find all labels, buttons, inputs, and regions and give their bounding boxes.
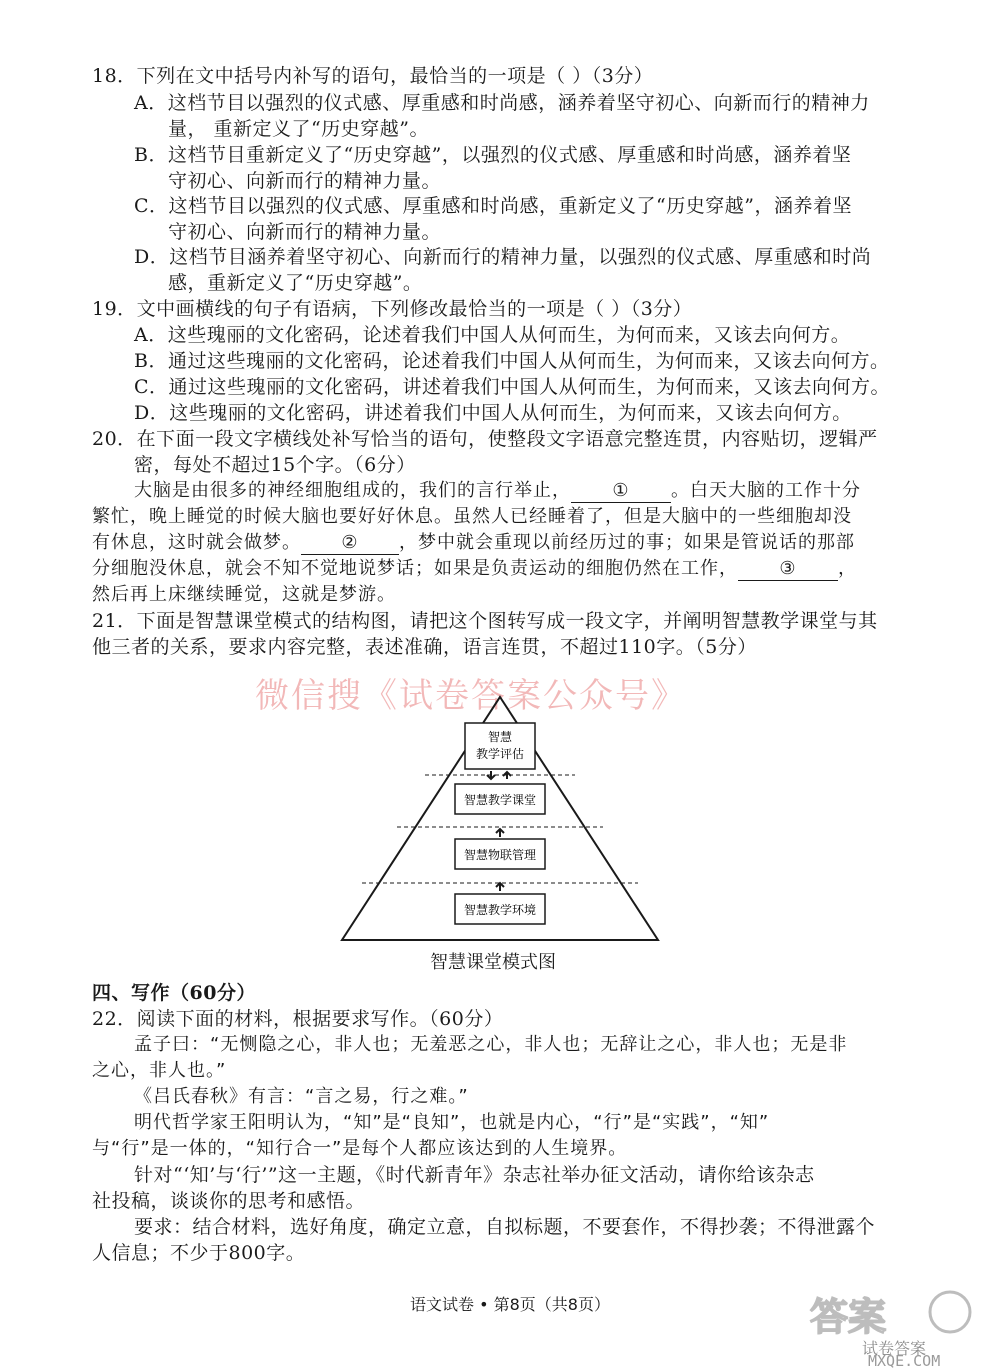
task-description-cont: 社投稿，谈谈你的思考和感悟。 xyxy=(92,1190,366,1212)
q19-option-b: B．通过这些瑰丽的文化密码，论述着我们中国人从何而生，为何而来，又该去向何方。 xyxy=(134,350,890,372)
q18-option-c-cont: 守初心、向新而行的精神力量。 xyxy=(168,221,442,243)
material-wang-yangming: 明代哲学家王阳明认为，“知”是“良知”，也就是内心，“行”是“实践”，“知” xyxy=(134,1112,770,1133)
task-description: 针对“‘知’与‘行’”这一主题，《时代新青年》杂志社举办征文活动，请你给该杂志 xyxy=(134,1164,815,1186)
arrow-up-icon xyxy=(496,829,504,837)
requirements: 要求：结合材料，选好角度，确定立意，自拟标题，不要套作，不得抄袭；不得泄露个 xyxy=(134,1216,876,1238)
logo-circle-icon xyxy=(930,1292,970,1332)
material-wang-yangming-cont: 与“行”是一体的，“知行合一”是每个人都应该达到的人生境界。 xyxy=(92,1138,628,1159)
pyramid-diagram xyxy=(340,695,660,945)
q18-option-a: A．这档节目以强烈的仪式感、厚重感和时尚感，涵养着坚守初心、向新而行的精神力 xyxy=(134,92,870,114)
answer-blank-2[interactable]: ② xyxy=(301,532,399,555)
box-teaching-evaluation-line1: 智慧 xyxy=(487,730,513,744)
q18-option-d-cont: 感，重新定义了“历史穿越”。 xyxy=(168,272,423,294)
q18-option-a-cont: 量， 重新定义了“历史穿越”。 xyxy=(168,118,429,140)
box-iot-management-label: 智慧物联管理 xyxy=(463,848,537,862)
logo-text: 答案 xyxy=(810,1295,887,1339)
diagram-caption: 智慧课堂模式图 xyxy=(430,952,556,973)
q20-paragraph-line-2: 繁忙，晚上睡觉的时候大脑也要好好休息。虽然人已经睡着了，但是大脑中的一些细胞却没 xyxy=(92,506,852,527)
q20-paragraph-line-3: 有休息，这时就会做梦。 ② ，梦中就会重现以前经历过的事；如果是管说话的那部 xyxy=(92,532,855,553)
q20-stem: 20．在下面一段文字横线处补写恰当的语句，使整段文字语意完整连贯，内容贴切，逻辑严 xyxy=(92,428,878,450)
answer-blank-1[interactable]: ① xyxy=(571,480,671,503)
q20-paragraph-line-5: 然后再上床继续睡觉，这就是梦游。 xyxy=(92,584,396,605)
q22-stem: 22．阅读下面的材料，根据要求写作。（60分） xyxy=(92,1008,504,1030)
arrow-up-icon xyxy=(503,772,511,779)
q19-option-d: D．这些瑰丽的文化密码，讲述着我们中国人从何而生，为何而来，又该去向何方。 xyxy=(134,402,852,424)
q19-option-c: C．通过这些瑰丽的文化密码，讲述着我们中国人从何而生，为何而来，又该去向何方。 xyxy=(134,376,891,398)
material-lushi: 《吕氏春秋》有言：“言之易，行之难。” xyxy=(134,1086,469,1107)
site-watermark: MXQE.COM xyxy=(868,1352,941,1370)
box-smart-classroom-label: 智慧教学课堂 xyxy=(463,793,537,807)
q18-option-d: D．这档节目涵养着坚守初心、向新而行的精神力量，以强烈的仪式感、厚重感和时尚 xyxy=(134,246,872,268)
page-footer: 语文试卷 • 第8页（共8页） xyxy=(410,1295,610,1314)
q18-stem: 18．下列在文中括号内补写的语句，最恰当的一项是（ ）（3分） xyxy=(92,65,654,87)
arrow-down-icon xyxy=(487,771,495,779)
requirements-cont: 人信息；不少于800字。 xyxy=(92,1242,306,1264)
answer-blank-3[interactable]: ③ xyxy=(738,558,838,581)
arrow-up-icon xyxy=(496,883,504,891)
material-mencius-cont: 之心，非人也。” xyxy=(92,1060,227,1081)
section-heading: 四、写作（60分） xyxy=(92,982,256,1004)
q18-option-b-cont: 守初心、向新而行的精神力量。 xyxy=(168,170,442,192)
q21-stem-cont: 他三者的关系，要求内容完整，表述准确，语言连贯，不超过110字。（5分） xyxy=(92,636,757,658)
box-teaching-environment-label: 智慧教学环境 xyxy=(463,903,537,917)
watermark-text: 微信搜《试卷答案公众号》 xyxy=(255,676,687,716)
q20-paragraph-line-4: 分细胞没休息，就会不知不觉地说梦话；如果是负责运动的细胞仍然在工作， ③ ， xyxy=(92,558,857,579)
q18-option-b: B．这档节目重新定义了“历史穿越”，以强烈的仪式感、厚重感和时尚感，涵养着坚 xyxy=(134,144,852,166)
box-teaching-evaluation-line2: 教学评估 xyxy=(475,747,525,761)
q19-option-a: A．这些瑰丽的文化密码，论述着我们中国人从何而生，为何而来，又该去向何方。 xyxy=(134,324,851,346)
q18-option-c: C．这档节目以强烈的仪式感、厚重感和时尚感，重新定义了“历史穿越”，涵养着坚 xyxy=(134,195,852,217)
q21-stem: 21．下面是智慧课堂模式的结构图，请把这个图转写成一段文字，并阐明智慧教学课堂与其 xyxy=(92,610,878,632)
q19-stem: 19．文中画横线的句子有语病，下列修改最恰当的一项是（ ）（3分） xyxy=(92,298,693,320)
q20-paragraph-line-1: 大脑是由很多的神经细胞组成的，我们的言行举止， ① 。白天大脑的工作十分 xyxy=(134,480,861,501)
material-mencius: 孟子曰：“无恻隐之心，非人也；无羞恶之心，非人也；无辞让之心，非人也；无是非 xyxy=(134,1034,848,1055)
logo-subtext: 试卷答案 xyxy=(862,1339,927,1358)
q20-stem-cont: 密，每处不超过15个字。（6分） xyxy=(134,454,416,476)
